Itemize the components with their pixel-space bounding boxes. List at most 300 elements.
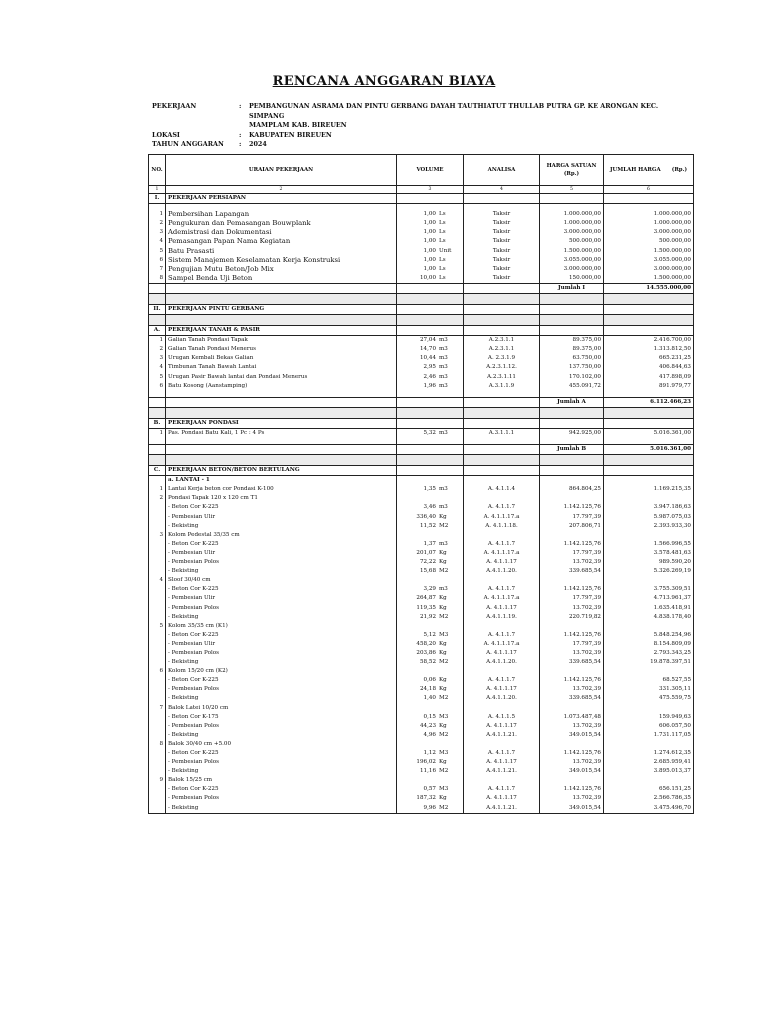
item-number: [149, 685, 166, 694]
volume-unit: Kg: [439, 649, 447, 656]
item-total-price: 5.987.075,03: [604, 513, 694, 522]
item-number: [149, 804, 166, 814]
table-row: [149, 382, 694, 391]
item-unit-price: 89.375,00: [540, 345, 604, 354]
info-row-pekerjaan: PEKERJAAN : PEMBANGUNAN ASRAMA DAN PINTU GERBANG DAYAH TAUTHIATUT THULLAB PUTRA GP. KE ARONGAN KEC. SIMPANG: [152, 102, 692, 121]
item-total-price: 3.947.186,63: [604, 503, 694, 512]
item-unit-price: 1.142.125,76: [540, 785, 604, 794]
item-number: 6: [149, 667, 166, 676]
item-unit-price: 17.797,39: [540, 594, 604, 603]
empty-cell: [397, 455, 464, 466]
item-volume: [397, 382, 464, 391]
info-row-pekerjaan-cont: [152, 121, 692, 131]
volume-unit: m3: [439, 337, 448, 344]
item-analisa: A. 4.1.1.5: [464, 713, 540, 722]
volume-unit: M3: [439, 713, 449, 720]
empty-cell: [166, 397, 397, 407]
item-number: 9: [149, 776, 166, 785]
item-number: 3: [149, 354, 166, 363]
item-volume: [397, 749, 464, 758]
item-volume: [397, 704, 464, 713]
item-volume: [397, 758, 464, 767]
item-description: Pas. Pondasi Batu Kali, 1 Pc : 4 Ps: [166, 428, 397, 438]
volume-value: 1,40: [423, 695, 436, 702]
item-number: 5: [149, 622, 166, 631]
item-unit-price: 13.702,39: [540, 558, 604, 567]
table-row: [149, 373, 694, 382]
item-analisa: A.4.1.1.19.: [464, 613, 540, 622]
item-description: Sistem Manajemen Keselamatan Kerja Konstruksi: [166, 256, 397, 265]
volume-value: 1,35: [423, 486, 436, 493]
item-analisa: Taksir: [464, 274, 540, 284]
empty-cell: [397, 293, 464, 304]
item-total-price: 3.755.309,51: [604, 585, 694, 594]
budget-table: [148, 154, 694, 814]
section-header-row: [149, 418, 694, 428]
item-volume: [397, 228, 464, 237]
table-row: [149, 767, 694, 776]
item-number: [149, 540, 166, 549]
item-analisa: A. 4.1.1.17: [464, 603, 540, 612]
item-volume: [397, 785, 464, 794]
empty-cell: [464, 283, 540, 293]
item-total-price: 5.326.269,19: [604, 567, 694, 576]
empty-cell: [149, 283, 166, 293]
item-volume: [397, 649, 464, 658]
volume-unit: m3: [439, 373, 448, 380]
table-body: [149, 194, 694, 814]
item-total-price: 1.000.000,00: [604, 210, 694, 219]
item-description: - Beton Cor K-225: [166, 585, 397, 594]
table-row: [149, 256, 694, 265]
item-analisa: A. 4.1.1.17: [464, 758, 540, 767]
table-row: [149, 567, 694, 576]
item-analisa: [464, 704, 540, 713]
subtotal-label: Jumlah I: [540, 283, 604, 293]
item-volume: [397, 694, 464, 703]
empty-cell: [540, 455, 604, 466]
info-label: TAHUN ANGGARAN: [152, 140, 224, 148]
item-unit-price: 1.000.000,00: [540, 219, 604, 228]
item-number: 5: [149, 373, 166, 382]
volume-value: 1,00: [423, 220, 436, 227]
item-unit-price: 1.142.125,76: [540, 585, 604, 594]
section-header-row: [149, 466, 694, 476]
item-description: - Beton Cor K-225: [166, 540, 397, 549]
volume-unit: Ls: [439, 238, 446, 245]
item-description: - Bekisting: [166, 522, 397, 531]
section-title: PEKERJAAN TANAH & PASIR: [166, 326, 397, 336]
table-row: [149, 540, 694, 549]
item-volume: [397, 265, 464, 274]
empty-cell: [540, 293, 604, 304]
table-row: [149, 667, 694, 676]
item-description: Sloof 30/40 cm: [166, 576, 397, 585]
item-volume: [397, 210, 464, 219]
volume-value: 1,00: [423, 247, 436, 254]
volume-value: 10,44: [419, 355, 436, 362]
item-unit-price: [540, 667, 604, 676]
item-total-price: 3.475.496,70: [604, 804, 694, 814]
volume-value: 9,96: [423, 804, 436, 811]
volume-unit: M2: [439, 804, 449, 811]
subtotal-label: Jumlah B: [540, 444, 604, 454]
table-row: [149, 658, 694, 667]
item-number: [149, 640, 166, 649]
item-volume: [397, 631, 464, 640]
item-analisa: A.2.3.1.1: [464, 345, 540, 354]
item-number: 4: [149, 363, 166, 372]
item-description: - Pembesian Polos: [166, 603, 397, 612]
item-analisa: A. 4.1.1.17: [464, 649, 540, 658]
item-description: - Bekisting: [166, 658, 397, 667]
item-unit-price: 220.719,82: [540, 613, 604, 622]
empty-cell: [540, 466, 604, 476]
info-value: KABUPATEN BIREUEN: [249, 130, 332, 139]
subtotal-label: Jumlah A: [540, 397, 604, 407]
item-number: [149, 603, 166, 612]
item-number: [149, 785, 166, 794]
volume-value: 44,23: [419, 722, 436, 729]
empty-cell: [464, 397, 540, 407]
empty-cell: [397, 476, 464, 486]
empty-cell: [397, 466, 464, 476]
item-total-price: 2.566.786,35: [604, 794, 694, 803]
volume-unit: Unit: [439, 247, 452, 254]
empty-cell: [464, 194, 540, 204]
item-analisa: A. 4.1.1.7: [464, 749, 540, 758]
item-analisa: A.2.3.1.1: [464, 336, 540, 346]
volume-unit: M3: [439, 786, 449, 793]
item-analisa: A.4.1.1.20.: [464, 567, 540, 576]
empty-cell: [604, 293, 694, 304]
item-analisa: A. 4.1.1.7: [464, 785, 540, 794]
item-volume: [397, 740, 464, 749]
item-description: Kolom 15/20 cm (K2): [166, 667, 397, 676]
item-total-price: [604, 667, 694, 676]
page-title: RENCANA ANGGARAN BIAYA: [272, 74, 496, 89]
item-unit-price: 1.142.125,76: [540, 540, 604, 549]
item-unit-price: 1.142.125,76: [540, 749, 604, 758]
volume-unit: Kg: [439, 604, 447, 611]
item-volume: [397, 722, 464, 731]
volume-value: 2,95: [423, 364, 436, 371]
volume-value: 196,02: [416, 759, 436, 766]
empty-cell: [397, 397, 464, 407]
table-row: [149, 428, 694, 438]
item-analisa: A. 4.1.1.17.a: [464, 594, 540, 603]
volume-unit: Ls: [439, 274, 446, 281]
item-unit-price: 349.015,54: [540, 804, 604, 814]
item-number: [149, 503, 166, 512]
table-row: [149, 585, 694, 594]
table-row: [149, 758, 694, 767]
item-description: - Bekisting: [166, 694, 397, 703]
item-analisa: A.4.1.1.21.: [464, 767, 540, 776]
table-row: [149, 804, 694, 814]
volume-unit: Ls: [439, 265, 446, 272]
volume-unit: Ls: [439, 211, 446, 218]
item-description: Urugan Pasir Bawah lantai dan Pondasi Menerus: [166, 373, 397, 382]
item-unit-price: 500.000,00: [540, 237, 604, 246]
volume-unit: Ls: [439, 256, 446, 263]
item-total-price: 1.274.612,35: [604, 749, 694, 758]
item-number: [149, 613, 166, 622]
table-row: [149, 336, 694, 346]
item-volume: [397, 585, 464, 594]
header-harga-satuan: HARGA SATUAN (Rp.): [540, 155, 604, 186]
item-analisa: A.4.1.1.21.: [464, 804, 540, 814]
item-number: 6: [149, 256, 166, 265]
item-volume: [397, 776, 464, 785]
item-unit-price: 13.702,39: [540, 649, 604, 658]
section-header-row: [149, 326, 694, 336]
item-description: - Beton Cor K-225: [166, 676, 397, 685]
item-number: 4: [149, 576, 166, 585]
empty-cell: [540, 326, 604, 336]
item-description: - Pembesian Polos: [166, 758, 397, 767]
item-description: - Beton Cor K-225: [166, 503, 397, 512]
table-row: [149, 631, 694, 640]
item-analisa: A.4.1.1.21.: [464, 731, 540, 740]
item-number: 3: [149, 531, 166, 540]
item-number: 6: [149, 382, 166, 391]
item-analisa: [464, 776, 540, 785]
empty-cell: [149, 444, 166, 454]
volume-unit: m3: [439, 540, 448, 547]
item-number: 7: [149, 704, 166, 713]
item-volume: [397, 731, 464, 740]
item-number: 2: [149, 219, 166, 228]
item-number: 1: [149, 210, 166, 219]
volume-unit: M3: [439, 631, 449, 638]
empty-cell: [397, 304, 464, 314]
table-row: [149, 274, 694, 284]
volume-unit: m3: [439, 382, 448, 389]
empty-cell: [604, 476, 694, 486]
empty-cell: [166, 315, 397, 326]
volume-unit: Kg: [439, 640, 447, 647]
empty-cell: [604, 304, 694, 314]
volume-value: 264,87: [416, 595, 436, 602]
item-unit-price: 339.685,54: [540, 658, 604, 667]
item-description: - Bekisting: [166, 731, 397, 740]
empty-cell: [540, 315, 604, 326]
header-volume: VOLUME: [397, 155, 464, 186]
table-row: [149, 246, 694, 255]
item-number: 2: [149, 494, 166, 503]
item-description: Balok Latei 10/20 cm: [166, 704, 397, 713]
item-unit-price: 13.702,39: [540, 603, 604, 612]
item-volume: [397, 354, 464, 363]
empty-cell: [604, 418, 694, 428]
item-total-price: 656.151,25: [604, 785, 694, 794]
item-unit-price: [540, 576, 604, 585]
table-row: [149, 531, 694, 540]
item-total-price: 606.057,50: [604, 722, 694, 731]
volume-unit: m3: [439, 355, 448, 362]
item-unit-price: 339.685,54: [540, 694, 604, 703]
item-total-price: 1.313.812,50: [604, 345, 694, 354]
table-row: [149, 558, 694, 567]
item-volume: [397, 522, 464, 531]
item-analisa: A. 4.1.1.17.a: [464, 513, 540, 522]
empty-cell: [464, 444, 540, 454]
item-unit-price: 339.685,54: [540, 567, 604, 576]
item-total-price: 1.635.418,91: [604, 603, 694, 612]
item-total-price: [604, 704, 694, 713]
item-unit-price: [540, 531, 604, 540]
empty-cell: [464, 407, 540, 418]
item-volume: [397, 794, 464, 803]
item-description: Pengujian Mutu Beton/Job Mix: [166, 265, 397, 274]
info-row-lokasi: LOKASI : KABUPATEN BIREUEN: [152, 131, 692, 141]
volume-value: 5,12: [423, 631, 436, 638]
table-row: [149, 603, 694, 612]
item-volume: [397, 640, 464, 649]
item-description: - Beton Cor K-175: [166, 713, 397, 722]
item-analisa: Taksir: [464, 246, 540, 255]
item-number: [149, 658, 166, 667]
item-number: [149, 631, 166, 640]
item-unit-price: 1.142.125,76: [540, 503, 604, 512]
table-row: [149, 622, 694, 631]
item-analisa: A.3.1.1.1: [464, 428, 540, 438]
volume-value: 0,57: [423, 786, 436, 793]
item-analisa: [464, 576, 540, 585]
empty-cell: [464, 455, 540, 466]
empty-cell: [166, 407, 397, 418]
item-unit-price: 1.073.487,48: [540, 713, 604, 722]
header-analisa: ANALISA: [464, 155, 540, 186]
item-analisa: A. 4.1.1.17: [464, 794, 540, 803]
empty-cell: [604, 194, 694, 204]
item-number: [149, 767, 166, 776]
item-analisa: A.2.3.1.12.: [464, 363, 540, 372]
item-total-price: 5.016.361,00: [604, 428, 694, 438]
table-header-row: [149, 155, 694, 186]
item-unit-price: 170.102,00: [540, 373, 604, 382]
item-description: - Pembesian Polos: [166, 794, 397, 803]
volume-unit: Ls: [439, 220, 446, 227]
table-row: [149, 613, 694, 622]
item-total-price: [604, 622, 694, 631]
item-analisa: A. 4.1.1.7: [464, 585, 540, 594]
table-row: [149, 228, 694, 237]
item-volume: [397, 494, 464, 503]
item-volume: [397, 576, 464, 585]
item-number: [149, 585, 166, 594]
empty-cell: [397, 283, 464, 293]
item-volume: [397, 274, 464, 284]
item-total-price: 665.231,25: [604, 354, 694, 363]
item-number: 1: [149, 336, 166, 346]
volume-unit: Kg: [439, 549, 447, 556]
item-number: 2: [149, 345, 166, 354]
volume-unit: Kg: [439, 677, 447, 684]
table-row: [149, 740, 694, 749]
item-number: [149, 522, 166, 531]
item-number: [149, 567, 166, 576]
info-value: MAMPLAM KAB. BIREUEN: [249, 121, 347, 129]
header-uraian: URAIAN PEKERJAAN: [166, 155, 397, 186]
item-volume: [397, 363, 464, 372]
volume-unit: m3: [439, 346, 448, 353]
item-description: Kolom 35/35 cm (K1): [166, 622, 397, 631]
item-volume: [397, 531, 464, 540]
volume-value: 1,00: [423, 238, 436, 245]
item-unit-price: 1.142.125,76: [540, 676, 604, 685]
info-label: PEKERJAAN: [152, 102, 197, 110]
item-total-price: 68.527,55: [604, 676, 694, 685]
item-analisa: A. 4.1.1.18.: [464, 522, 540, 531]
item-description: Pemasangan Papan Nama Kegiatan: [166, 237, 397, 246]
item-volume: [397, 237, 464, 246]
volume-unit: m3: [439, 504, 448, 511]
item-unit-price: 942.925,00: [540, 428, 604, 438]
volume-unit: Kg: [439, 559, 447, 566]
empty-cell: [540, 476, 604, 486]
item-unit-price: 1.000.000,00: [540, 210, 604, 219]
item-volume: [397, 513, 464, 522]
empty-cell: [397, 418, 464, 428]
item-description: Ademistrasi dan Dokumentasi: [166, 228, 397, 237]
volume-value: 1,12: [423, 750, 436, 757]
volume-value: 3,46: [423, 504, 436, 511]
volume-value: 58,52: [419, 659, 436, 666]
empty-cell: [540, 194, 604, 204]
item-analisa: A. 4.1.1.17: [464, 558, 540, 567]
volume-value: 3,29: [423, 586, 436, 593]
item-analisa: A. 4.1.1.7: [464, 676, 540, 685]
volume-unit: m3: [439, 429, 448, 436]
table-row: [149, 694, 694, 703]
item-unit-price: [540, 622, 604, 631]
empty-cell: [149, 455, 166, 466]
item-total-price: 3.895.013,37: [604, 767, 694, 776]
item-number: [149, 749, 166, 758]
section-number: B.: [149, 418, 166, 428]
item-volume: [397, 613, 464, 622]
info-value: 2024: [249, 140, 267, 148]
volume-value: 1,00: [423, 211, 436, 218]
section-title: PEKERJAAN PERSIAPAN: [166, 194, 397, 204]
volume-value: 458,20: [416, 640, 436, 647]
item-analisa: [464, 740, 540, 749]
volume-value: 24,18: [419, 686, 436, 693]
item-unit-price: [540, 704, 604, 713]
table-row: [149, 219, 694, 228]
item-total-price: 4.838.178,40: [604, 613, 694, 622]
volume-value: 119,35: [416, 604, 436, 611]
table-row: [149, 794, 694, 803]
table-row: [149, 649, 694, 658]
section-title: PEKERJAAN BETON/BETON BERTULANG: [166, 466, 397, 476]
volume-unit: m3: [439, 586, 448, 593]
volume-unit: Kg: [439, 795, 447, 802]
column-number-row: 1 2 3 4 5 6: [149, 186, 694, 194]
section-number: C.: [149, 466, 166, 476]
item-description: - Pembesian Polos: [166, 685, 397, 694]
item-volume: [397, 256, 464, 265]
item-volume: [397, 622, 464, 631]
item-total-price: 3.000.000,00: [604, 228, 694, 237]
item-total-price: 3.578.481,63: [604, 549, 694, 558]
section-number: II.: [149, 304, 166, 314]
volume-unit: m3: [439, 486, 448, 493]
item-unit-price: 150.000,00: [540, 274, 604, 284]
section-header-row: [149, 194, 694, 204]
